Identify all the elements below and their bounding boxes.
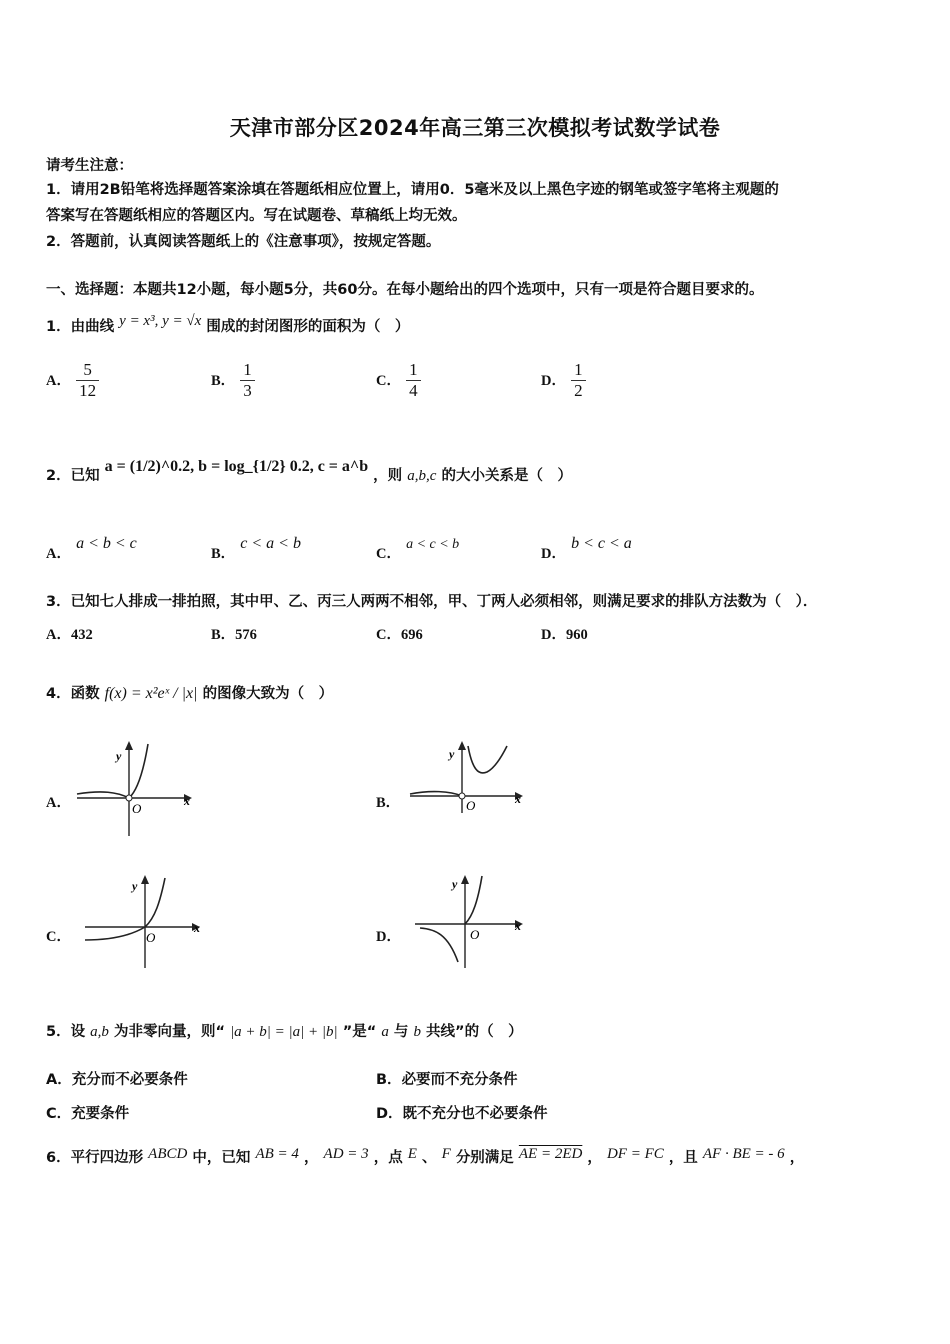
origin-label: O <box>470 927 480 942</box>
q2-option-c[interactable]: C． a < c < b <box>376 537 460 562</box>
fraction: $\frac{5}{12}$ <box>76 360 99 401</box>
dot-product: AF · BE = - 6 <box>702 1146 785 1162</box>
origin-label: O <box>132 801 142 816</box>
question-5-formula: |a + b| = |a| + |b| <box>230 1024 338 1040</box>
question-1 <box>46 315 409 336</box>
question-2-number: 2．已知 <box>46 468 100 484</box>
question-5: 5．设 a,b 为非零向量，则“ |a + b| = |a| + |b| ”是“ a 与 b 共线”的（ ） <box>46 1024 523 1040</box>
question-6-number: 6．平行四边形 <box>46 1150 144 1166</box>
q2-option-d[interactable]: D． b < c < a <box>541 535 632 562</box>
question-4-tail: 的图像大致为（ ） <box>202 686 334 702</box>
q3-option-c[interactable]: C．696 <box>376 627 423 643</box>
axis-label-y: y <box>132 879 138 893</box>
question-4-number: 4．函数 <box>46 686 100 702</box>
axis-label-x: x <box>184 794 190 808</box>
axis-label-x: x <box>194 921 200 935</box>
q4-option-d[interactable]: D． <box>376 929 401 945</box>
vector-equation-1: AE = 2ED <box>518 1146 583 1162</box>
question-1-formula: y = x³, y = √x <box>119 313 202 329</box>
q1-option-a[interactable]: A． $\frac{5}{12}$ <box>46 360 99 401</box>
question-5-number: 5．设 <box>46 1024 86 1040</box>
q4-graph-c <box>80 872 205 972</box>
q3-option-a[interactable]: A．432 <box>46 627 93 643</box>
origin-label: O <box>466 798 476 813</box>
q4-graph-a <box>72 738 197 838</box>
vector-equation-2: DF = FC <box>606 1146 664 1162</box>
axis-label-y: y <box>116 749 122 763</box>
fraction: $\frac{1}{3}$ <box>240 360 255 401</box>
q2-option-a[interactable]: A． a < b < c <box>46 535 137 562</box>
question-1-tail: 围成的封闭图形的面积为（ ） <box>206 319 410 335</box>
notice-line-1: 1．请用2B铅笔将选择题答案涂填在答题纸相应位置上，请用0．5毫米及以上黑色字迹的钢笔或签字笔将主观题的 <box>46 182 779 198</box>
axis-label-x: x <box>515 792 521 806</box>
q4-option-b[interactable]: B． <box>376 795 401 811</box>
question-1-number: 1．由曲线 <box>46 319 115 335</box>
notice-line-3: 2．答题前，认真阅读答题纸上的《注意事项》，按规定答题。 <box>46 234 441 250</box>
q3-option-d[interactable]: D．960 <box>541 627 588 643</box>
q4-graph-b <box>405 738 530 838</box>
q3-option-b[interactable]: B．576 <box>211 627 257 643</box>
question-3: 3．已知七人排成一排拍照，其中甲、乙、丙三人两两不相邻，甲、丁两人必须相邻，则满足要求的排队方法数为（ ）． <box>46 594 818 610</box>
question-2-formula: a = (1/2)^0.2, b = log_{1/2} 0.2, c = a^b <box>104 458 369 475</box>
q5-option-a[interactable]: A．充分而不必要条件 <box>46 1072 188 1088</box>
section-heading: 一、选择题：本题共12小题，每小题5分，共60分。在每小题给出的四个选项中，只有一项是符合题目要求的。 <box>46 282 764 298</box>
page-title: 天津市部分区2024年高三第三次模拟考试数学试卷 <box>229 116 721 140</box>
axis-label-y: y <box>449 747 455 761</box>
q5-option-d[interactable]: D．既不充分也不必要条件 <box>376 1106 548 1122</box>
axis-label-y: y <box>452 877 458 891</box>
question-2: 2．已知 a = (1/2)^0.2, b = log_{1/2} 0.2, c = a^b ，则 a,b,c 的大小关系是（ ） <box>46 458 572 484</box>
q1-option-c[interactable]: C． $\frac{1}{4}$ <box>376 360 421 401</box>
fraction: $\frac{1}{2}$ <box>571 360 586 401</box>
q5-option-b[interactable]: B．必要而不充分条件 <box>376 1072 518 1088</box>
notice-line-2: 答案写在答题纸相应的答题区内。写在试题卷、草稿纸上均无效。 <box>46 208 467 224</box>
q4-option-a[interactable]: A． <box>46 795 71 811</box>
question-4 <box>46 682 333 703</box>
q1-option-b[interactable]: B． $\frac{1}{3}$ <box>211 360 255 401</box>
origin-label: O <box>146 930 156 945</box>
axis-label-x: x <box>515 919 521 933</box>
q2-option-b[interactable]: B． c < a < b <box>211 535 301 562</box>
q1-option-d[interactable]: D． $\frac{1}{2}$ <box>541 360 586 401</box>
notice-heading: 请考生注意： <box>46 158 133 174</box>
question-6: 6．平行四边形 ABCD 中，已知 AB = 4 ， AD = 3 ，点 E 、 F 分别满足 AE = 2ED ， DF = FC ，且 AF · BE = - 6 ， <box>46 1146 805 1166</box>
question-4-formula: f(x) = x²eˣ / |x| <box>104 685 198 702</box>
q4-graph-d <box>410 872 535 972</box>
q5-option-c[interactable]: C．充要条件 <box>46 1106 130 1122</box>
q4-option-c[interactable]: C． <box>46 929 71 945</box>
fraction: $\frac{1}{4}$ <box>406 360 421 401</box>
